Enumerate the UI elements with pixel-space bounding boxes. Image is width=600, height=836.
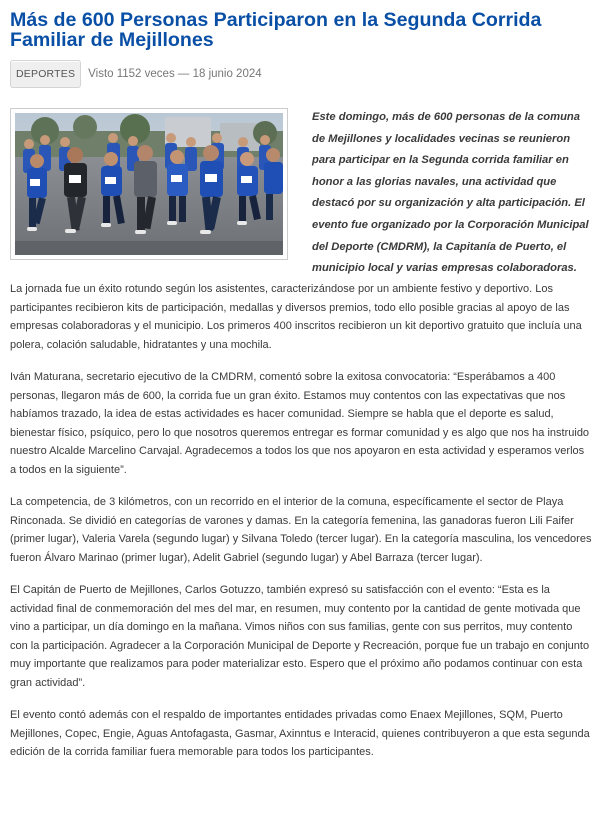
article-intro (10, 108, 592, 280)
article-paragraph-1: La jornada fue un éxito rotundo según los asistentes, caracterizándose por un ambiente festivo y deportivo. Los participantes recibieron kits de participación, medallas y diversos premios, todo ello posible gracias al apoyo de las empresas colaboradoras y el municipio. Los primeros 400 inscritos recibieron un kit deportivo gratuito que incluía una polera, colación saludable, hidratantes y una mochila. (10, 283, 582, 351)
article (10, 10, 592, 776)
article-photo[interactable] (10, 108, 288, 260)
runners-photo-illustration (15, 113, 283, 255)
article-paragraph-2: Iván Maturana, secretario ejecutivo de la CMDRM, comentó sobre la exitosa convocatoria: “Esperábamos a 400 personas, llegaron más de 600, la corrida fue un gran éxito. Estamos muy contentos con las expectativas que nos habíamos trazado, la idea de estas actividades es hacer comunidad. Siempre se habla que el deporte es salud, bienestar físico, psíquico, pero lo que nosotros queremos entregar es formar comunidad y es algo que nos ha instruido nuestro Alcalde Marcelino Carvajal. Agradecemos a todos los que nos apoyaron en esta actividad y esperamos verlos a todos en la siguiente”. (10, 371, 590, 476)
article-meta (10, 59, 592, 89)
article-paragraph-4: El Capitán de Puerto de Mejillones, Carlos Gotuzzo, también expresó su satisfacción con el evento: “Esta es la actividad final de conmemoración del mes del mar, en resumen, muy contento por la cantidad de gente motivada que vino a participar, un día domingo en la mañana. Vimos niños con sus familias, gente con sus perritos, muy contento con la participación. Agradecer a la Corporación Municipal de Deporte y Recreación, porque fue un trabajo en conjunto muy importante que realizamos para poder materializar esto. Espero que el próximo año podamos continuar con esta gran actividad”. (10, 584, 590, 689)
article-paragraph-5: El evento contó además con el respaldo de importantes entidades privadas como Enaex Mejillones, SQM, Puerto Mejillones, Copec, Engie, Aguas Antofagasta, Gasmar, Axinntus e Interacid, quienes contribuyeron a que esta segunda edición de la corrida familiar fuera memorable para todos los participantes. (10, 709, 590, 758)
article-paragraph-3: La competencia, de 3 kilómetros, con un recorrido en el interior de la comuna, específicamente el sector de Playa Rinconada. Se dividió en categorías de varones y damas. En la categoría femenina, las ganadoras fueron Lili Faifer (primer lugar), Valeria Varela (segundo lugar) y Silvana Toledo (tercer lugar). En la categoría masculina, los vencedores fueron Álvaro Marinao (primer lugar), Adelit Gabriel (segundo lugar) y Abel Barraza (tercer lugar). (10, 496, 592, 564)
article-title: Más de 600 Personas Participaron en la Segunda Corrida Familiar de Mejillones (10, 9, 542, 51)
article-lead: Este domingo, más de 600 personas de la comuna de Mejillones y localidades vecinas se reunieron para participar en la Segunda corrida familiar en honor a las glorias navales, una actividad que destacó por su organización y alta participación. El evento fue organizado por la Corporación Municipal del Deporte (CMDRM), la Capitanía de Puerto, el municipio local y varias empresas colaboradoras. (312, 111, 589, 275)
views-and-date: Visto 1152 veces — 18 junio 2024 (88, 68, 262, 80)
category-badge[interactable]: DEPORTES (10, 60, 81, 88)
